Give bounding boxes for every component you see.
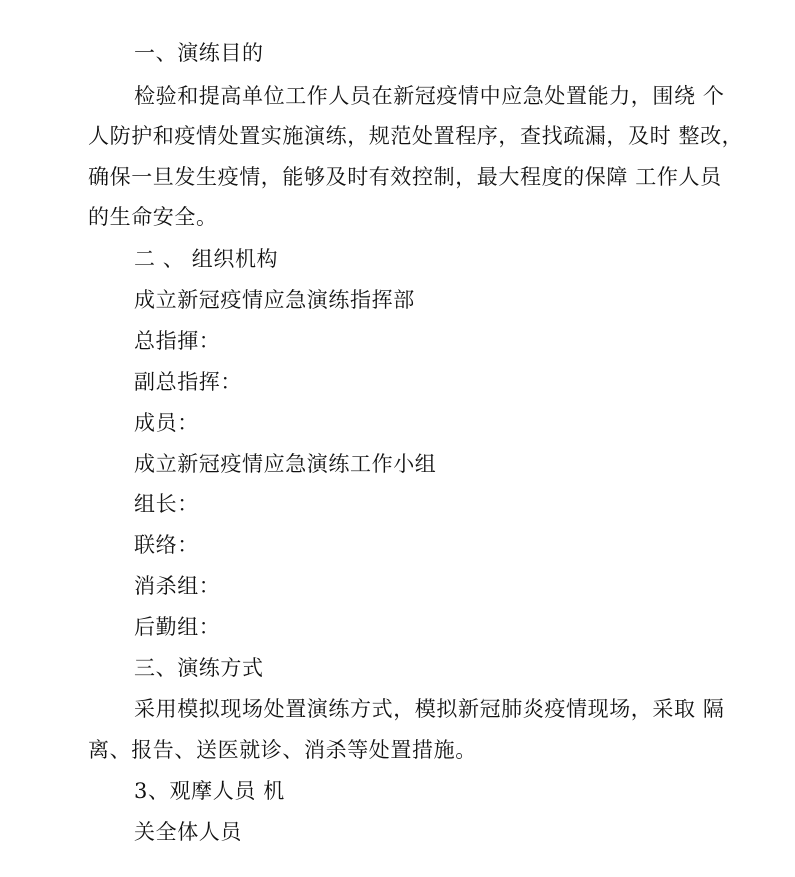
deputy-commander-label: 副总指挥： (134, 370, 242, 394)
section4-heading: 3、观摩人员 机 (134, 779, 285, 803)
leader-label: 组长： (134, 492, 199, 516)
section4-content: 关全体人员 (134, 820, 242, 844)
liaison-label: 联络： (134, 533, 199, 557)
section3-heading: 三、演练方式 (134, 656, 264, 680)
disinfection-label: 消杀组： (134, 574, 221, 598)
commander-label: 总指揮： (134, 329, 221, 353)
section1-paragraph-line1: 检验和提高单位工作人员在新冠疫情中应急处置能力，围绕 个 (134, 84, 725, 108)
workgroup-title: 成立新冠疫情应急演练工作小组 (134, 452, 437, 476)
section3-paragraph-line1: 采用模拟现场处置演练方式，模拟新冠肺炎疫情现场，采取 隔 (134, 697, 725, 721)
members-label: 成员： (134, 411, 199, 435)
logistics-label: 后勤组： (134, 615, 221, 639)
section1-paragraph-line2: 人防护和疫情处置实施演练，规范处置程序，查找疏漏，及时 整改， (88, 124, 744, 148)
command-title: 成立新冠疫情应急演练指挥部 (134, 288, 415, 312)
section2-heading: 二 、 组织机构 (134, 247, 279, 271)
section3-paragraph-line2: 离、报告、送医就诊、消杀等处置措施。 (88, 738, 477, 762)
section1-paragraph-line4: 的生命安全。 (88, 205, 218, 229)
section1-heading: 一、演练目的 (134, 41, 264, 65)
section1-paragraph-line3: 确保一旦发生疫情，能够及时有效控制，最大程度的保障 工作人员 (88, 165, 722, 189)
